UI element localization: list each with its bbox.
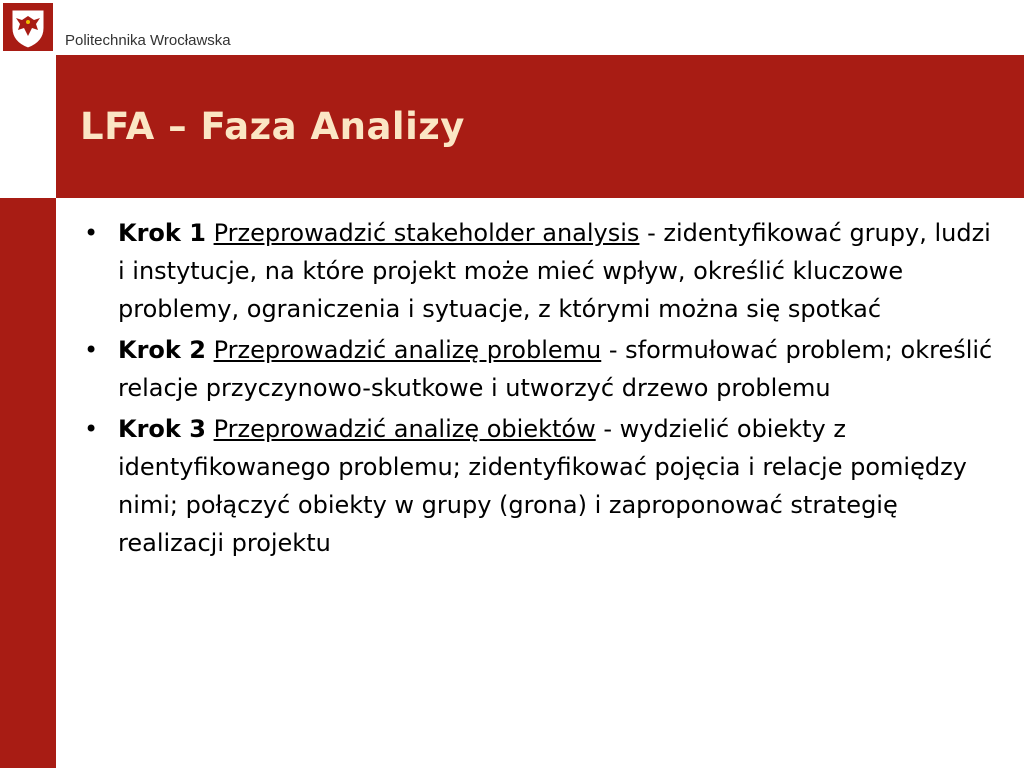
university-name: Politechnika Wrocławska	[65, 32, 231, 49]
step-label: Krok 2	[118, 336, 206, 364]
item-text: - zidentyfikować grupy, ludzi i instytucje, na które projekt może mieć wpływ, określić kluczowe problemy, ograniczenia i sytuacje, z którymi można się spotkać	[118, 219, 991, 323]
list-item	[82, 410, 1002, 562]
problem-analysis-link[interactable]: Przeprowadzić analizę problemu	[213, 336, 602, 364]
university-logo	[2, 2, 54, 52]
left-stripe	[0, 198, 56, 768]
item-text: - wydzielić obiekty z identyfikowanego problemu; zidentyfikować pojęcia i relacje pomiędzy nimi; połączyć obiekty w grupy (grona) i zaproponować strategię realizacji projektu	[118, 415, 967, 557]
bullet-list	[82, 214, 1002, 565]
bullet-icon: •	[84, 219, 99, 247]
stakeholder-analysis-link[interactable]: Przeprowadzić stakeholder analysis	[213, 219, 640, 247]
step-label: Krok 1	[118, 219, 206, 247]
slide-title: LFA – Faza Analizy	[80, 105, 465, 148]
title-bar	[56, 55, 1024, 198]
step-label: Krok 3	[118, 415, 206, 443]
bullet-icon: •	[84, 336, 99, 364]
list-item	[82, 214, 1002, 328]
item-text: - sformułować problem; określić relacje przyczynowo-skutkowe i utworzyć drzewo problemu	[118, 336, 993, 402]
bullet-icon: •	[84, 415, 99, 443]
objects-analysis-link[interactable]: Przeprowadzić analizę obiektów	[213, 415, 596, 443]
list-item	[82, 331, 1002, 407]
